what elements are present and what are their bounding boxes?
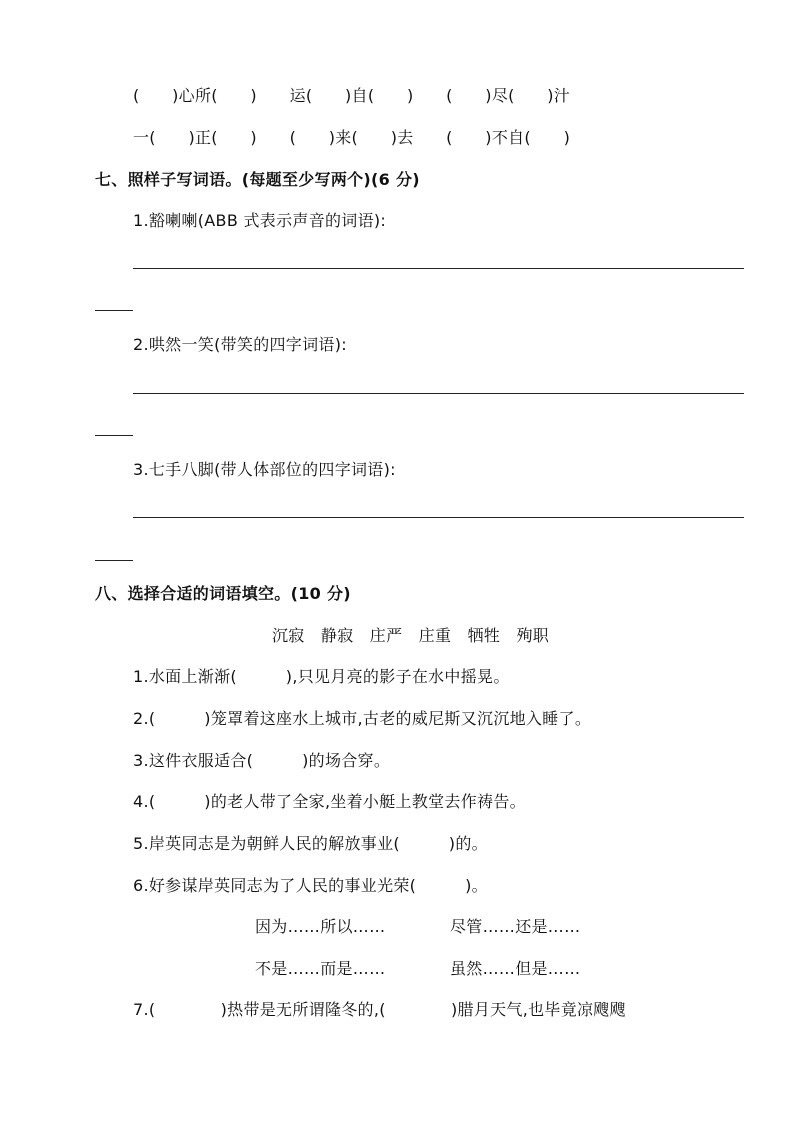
idiom-row-2: 一( )正( ) ( )来( )去 ( )不自( ) [133, 128, 571, 147]
answer-line-3[interactable] [133, 517, 744, 518]
answer-line-2[interactable] [133, 393, 744, 394]
answer-line-3-tail [95, 560, 133, 561]
answer-line-2-tail [95, 435, 133, 436]
conj-option-1: 因为……所以…… [255, 917, 386, 936]
section-8-item-2: 2.( )笼罩着这座水上城市,古老的威尼斯又沉沉地入睡了。 [133, 709, 592, 728]
section-7-item-2: 2.哄然一笑(带笑的四字词语): [133, 335, 347, 354]
section-7-item-3: 3.七手八脚(带人体部位的四字词语): [133, 460, 396, 479]
section-8-item-6: 6.好参谋岸英同志为了人民的事业光荣( )。 [133, 876, 488, 895]
section-8-item-7: 7.( )热带是无所谓隆冬的,( )腊月天气,也毕竟凉飕飕 [133, 1000, 626, 1019]
section-8-title: 八、选择合适的词语填空。(10 分) [95, 584, 351, 603]
conj-option-4: 虽然……但是…… [450, 959, 581, 978]
section-8-item-1: 1.水面上渐渐( ),只见月亮的影子在水中摇晃。 [133, 667, 510, 686]
conj-option-3: 不是……而是…… [255, 959, 386, 978]
answer-line-1-tail [95, 310, 133, 311]
word-bank: 沉寂 静寂 庄严 庄重 牺牲 殉职 [272, 626, 550, 645]
section-8-item-4: 4.( )的老人带了全家,坐着小艇上教堂去作祷告。 [133, 792, 526, 811]
answer-line-1[interactable] [133, 268, 744, 269]
section-7-title: 七、照样子写词语。(每题至少写两个)(6 分) [95, 170, 420, 189]
section-7-item-1: 1.豁喇喇(ABB 式表示声音的词语): [133, 211, 387, 230]
conj-option-2: 尽管……还是…… [450, 917, 581, 936]
section-8-item-3: 3.这件衣服适合( )的场合穿。 [133, 751, 391, 770]
idiom-row-1: ( )心所( ) 运( )自( ) ( )尽( )汁 [133, 86, 571, 105]
section-8-item-5: 5.岸英同志是为朝鲜人民的解放事业( )的。 [133, 834, 488, 853]
